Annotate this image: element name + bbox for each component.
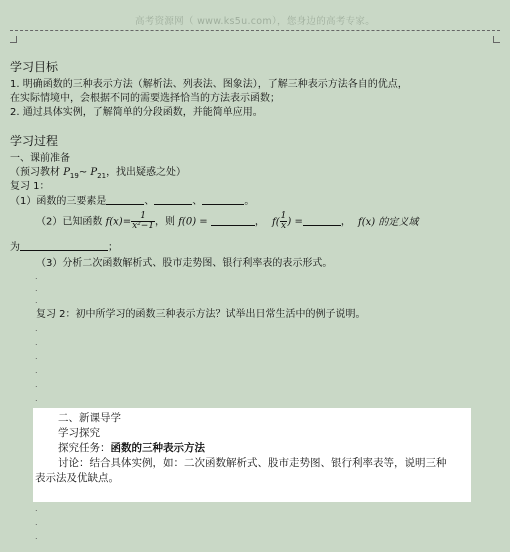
question-1: （1）函数的三要素是 、 、 。 bbox=[10, 196, 255, 207]
objective-2: 2. 通过具体实例，了解简单的分段函数，并能简单应用。 bbox=[10, 107, 263, 118]
discussion-line-1: 讨论：结合具体实例，如：二次函数解析式、股市走势图、银行利率表等，说明三种 bbox=[58, 457, 447, 469]
answer-blank[interactable] bbox=[20, 241, 108, 251]
objectives-heading: 学习目标 bbox=[10, 60, 59, 74]
page-header: 高考资源网（ www.ks5u.com），您身边的高考专家。 bbox=[134, 16, 376, 27]
review-1-label: 复习 1： bbox=[10, 181, 50, 192]
preview-note: （预习教材 $P_{19}\sim$ $P_{21}$，找出疑惑之处） bbox=[10, 167, 187, 180]
objective-1-line-2: 在实际情境中，会根据不同的需要选择恰当的方法表示函数； bbox=[10, 93, 280, 104]
review-2: 复习 2：初中所学习的函数三种表示方法？试举出日常生活中的例子说明。 bbox=[36, 309, 366, 320]
answer-blank[interactable] bbox=[106, 195, 144, 205]
fraction: $\frac{1}{x}$ bbox=[280, 211, 287, 231]
section-1-title: 一、课前准备 bbox=[10, 153, 70, 164]
answer-blank[interactable] bbox=[211, 216, 255, 226]
objective-1-line-1: 1. 明确函数的三种表示方法（解析法、列表法、图象法），了解三种表示方法各自的优点， bbox=[10, 79, 408, 90]
header-divider bbox=[10, 30, 500, 31]
question-3: （3）分析二次函数解析式、股市走势图、银行利率表的表示形式。 bbox=[36, 258, 333, 269]
margin-corner-left bbox=[10, 36, 17, 43]
section-2-title: 二、新课导学 bbox=[58, 412, 121, 424]
fraction: $\frac{1}{\text{x²−1}}$ bbox=[132, 211, 155, 231]
task-line: 探究任务：函数的三种表示方法 bbox=[58, 442, 205, 454]
margin-corner-right bbox=[493, 36, 500, 43]
new-lesson-box bbox=[33, 408, 471, 502]
explore-heading: 学习探究 bbox=[58, 427, 100, 439]
answer-blank[interactable] bbox=[154, 195, 192, 205]
answer-blank[interactable] bbox=[202, 195, 244, 205]
answer-blank[interactable] bbox=[303, 216, 341, 226]
discussion-line-2: 表示法及优缺点。 bbox=[35, 472, 119, 484]
question-2-domain-line: 为 ； bbox=[10, 242, 118, 253]
document-page: 高考资源网（ www.ks5u.com），您身边的高考专家。 学习目标 1. 明确函数的三种表示方法（解析法、列表法、图象法），了解三种表示方法各自的优点， 在实际情境中，会根据不同的需要选择恰当的方法表示函数； 2. 通过具体实例，了解简单的分段函数，并能简单应用。 学习过程 一、课前准备 （预习教材 $P_{19}\sim$ $P_{21}$，找出疑惑之处） 复习 1： （1）函数的三要素是 、 、 。 （2）已知函数 f(x)= $\frac{1}{\text{x²−1}}$ ，则 f(0) = ， f( $\frac{1}{x}$ ) = ， f(x) 的定义域 为 ； （3）分析二次函数解析式、股市走势图、银行利率表的表示形式。 . . . 复习 2：初中所学习的函数三种表示方法？试举出日常生活中的例子说明。 . . . . . . 二、新课导学 学习探究 探究任务：函数的三种表示方法 讨论：结合具体实例，如：二次函数解析式、股市走势图、银行利率表等，说明三种 表示法及优缺点。 . . . bbox=[0, 0, 510, 552]
process-heading: 学习过程 bbox=[10, 134, 59, 148]
question-2: （2）已知函数 f(x)= $\frac{1}{\text{x²−1}}$ ，则 f(0) = ， f( $\frac{1}{x}$ ) = ， f(x) 的定义域 bbox=[36, 211, 419, 231]
